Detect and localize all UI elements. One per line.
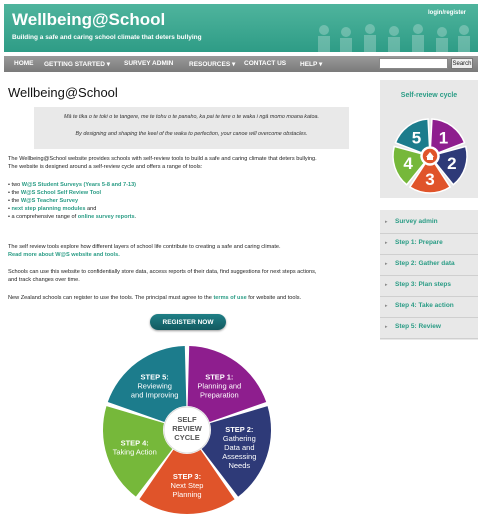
arrow-icon: ▸ — [385, 303, 388, 309]
arrow-icon: ▸ — [385, 324, 388, 330]
search-input[interactable] — [379, 58, 448, 69]
sidebar-item-step-1[interactable]: ▸ Step 1: Prepare — [380, 233, 478, 255]
sidebar-item-step-4[interactable]: ▸ Step 4: Take action — [380, 296, 478, 318]
nav-help[interactable]: HELP ▾ — [300, 61, 323, 68]
intro-paragraph — [8, 155, 363, 171]
cycle-step-3-text: Next Step — [170, 481, 204, 490]
read-more-link[interactable]: Read more about W@S website and tools. — [8, 252, 120, 258]
page-title: Wellbeing@School — [8, 85, 118, 100]
list-item: • next step planning modules and — [8, 206, 97, 212]
sidebar-item-step-2[interactable]: ▸ Step 2: Gather data — [380, 254, 478, 276]
confidential-line-1: Schools can use this website to confidentially store data, access reports of their data, find suggestions for next steps actions, — [8, 269, 317, 275]
proverb-english: By designing and shaping the keel of the waka to perfection, your canoe will overcome obstacles. — [75, 131, 308, 137]
sidebar-menu — [380, 210, 478, 340]
nav-contact-us[interactable]: CONTACT US — [244, 60, 287, 67]
list-item: • two W@S Student Surveys (Years 5-8 and 7-13) — [8, 182, 137, 188]
next-step-modules-link[interactable]: next step planning modules — [11, 206, 86, 212]
intro-line-2: The website is designed around a self-review cycle and offers a range of tools: — [8, 164, 203, 170]
site-tagline: Building a safe and caring school climate that deters bullying — [12, 34, 202, 41]
list-item: • the W@S Teacher Survey — [8, 198, 79, 204]
small-cycle-number-3: 3 — [425, 170, 435, 189]
cycle-center-label: SELF — [177, 415, 197, 424]
register-now-button[interactable]: REGISTER NOW — [150, 314, 226, 330]
confidential-line-2: and track changes over time. — [8, 277, 80, 283]
arrow-icon: ▸ — [385, 261, 388, 267]
cycle-step-5-heading: STEP 5: — [140, 372, 169, 382]
small-cycle-number-4: 4 — [403, 154, 413, 174]
cycle-step-2-text: Assessing — [222, 451, 257, 461]
register-paragraph: New Zealand schools can register to use the tools. The principal must agree to the terms of use for website and tools. — [8, 295, 302, 301]
cycle-center-label: REVIEW — [172, 424, 202, 433]
nav-survey-admin[interactable]: SURVEY ADMIN — [124, 60, 174, 67]
arrow-icon: ▸ — [385, 219, 388, 225]
layers-paragraph — [8, 243, 363, 259]
cycle-step-1-text: Planning and — [197, 381, 242, 391]
layers-text: The self review tools explore how different layers of school life contribute to creating a safe and caring climate. — [8, 244, 281, 250]
intro-line-1: The Wellbeing@School website provides schools with self-review tools to build a safe and caring climate that deters bullying. — [8, 156, 317, 162]
self-review-tool-link[interactable]: W@S School Self Review Tool — [20, 190, 102, 196]
proverb-maori: Mā te tika o te toki o te tangere, me te tohu o te panaho, ka pai te tere o te waka i ngā momo moana katoa. — [63, 114, 319, 120]
cycle-step-4-heading: STEP 4: — [120, 438, 149, 448]
proverb-box — [34, 107, 349, 149]
teacher-survey-link[interactable]: W@S Teacher Survey — [20, 198, 79, 204]
cycle-step-5-text: Reviewing — [137, 381, 172, 391]
site-banner — [4, 4, 478, 52]
sidebar-cycle-icon[interactable] — [388, 117, 472, 195]
survey-reports-link[interactable]: online survey reports — [77, 214, 135, 220]
cycle-step-1-heading: STEP 1: — [205, 372, 234, 382]
main-nav — [4, 56, 478, 72]
small-cycle-number-1: 1 — [438, 128, 449, 148]
small-cycle-number-5: 5 — [411, 128, 422, 148]
nav-resources[interactable]: RESOURCES ▾ — [189, 61, 236, 68]
nav-home[interactable]: HOME — [14, 60, 34, 67]
cycle-step-2-text: Gathering — [222, 433, 256, 443]
nav-getting-started[interactable]: GETTING STARTED ▾ — [44, 61, 110, 68]
login-register-link[interactable]: login/register — [427, 10, 466, 16]
list-item: • the W@S School Self Review Tool — [8, 190, 102, 196]
sidebar-item-step-3[interactable]: ▸ Step 3: Plan steps — [380, 275, 478, 297]
sidebar-item-step-5[interactable]: ▸ Step 5: Review — [380, 317, 478, 339]
sidebar-heading: Self-review cycle — [400, 92, 458, 99]
cycle-step-1-text: Preparation — [199, 390, 239, 400]
terms-of-use-link[interactable]: terms of use — [213, 295, 247, 301]
sidebar-item-survey-admin[interactable]: ▸ Survey admin — [380, 212, 478, 234]
tools-list — [8, 181, 136, 221]
student-surveys-link[interactable]: W@S Student Surveys (Years 5-8 and 7-13) — [21, 182, 137, 188]
cycle-step-2-heading: STEP 2: — [225, 424, 254, 434]
people-silhouette-decoration — [312, 22, 472, 52]
cycle-step-2-text: Data and — [224, 442, 255, 452]
arrow-icon: ▸ — [385, 282, 388, 288]
confidential-paragraph — [8, 268, 363, 284]
self-review-cycle-diagram[interactable] — [98, 340, 276, 516]
cycle-step-2-text: Needs — [228, 460, 251, 470]
arrow-icon: ▸ — [385, 240, 388, 246]
cycle-step-5-text: and Improving — [130, 390, 179, 400]
cycle-step-4-text: Taking Action — [112, 447, 157, 457]
cycle-center-label: CYCLE — [174, 433, 200, 442]
search-button[interactable]: Search — [451, 58, 473, 69]
list-item: • a comprehensive range of online survey reports. — [8, 214, 137, 220]
site-title[interactable]: Wellbeing@School — [12, 10, 166, 29]
small-cycle-number-2: 2 — [447, 154, 457, 174]
cycle-step-3-text: Planning — [172, 490, 202, 499]
cycle-step-3-heading: STEP 3: — [172, 472, 202, 481]
